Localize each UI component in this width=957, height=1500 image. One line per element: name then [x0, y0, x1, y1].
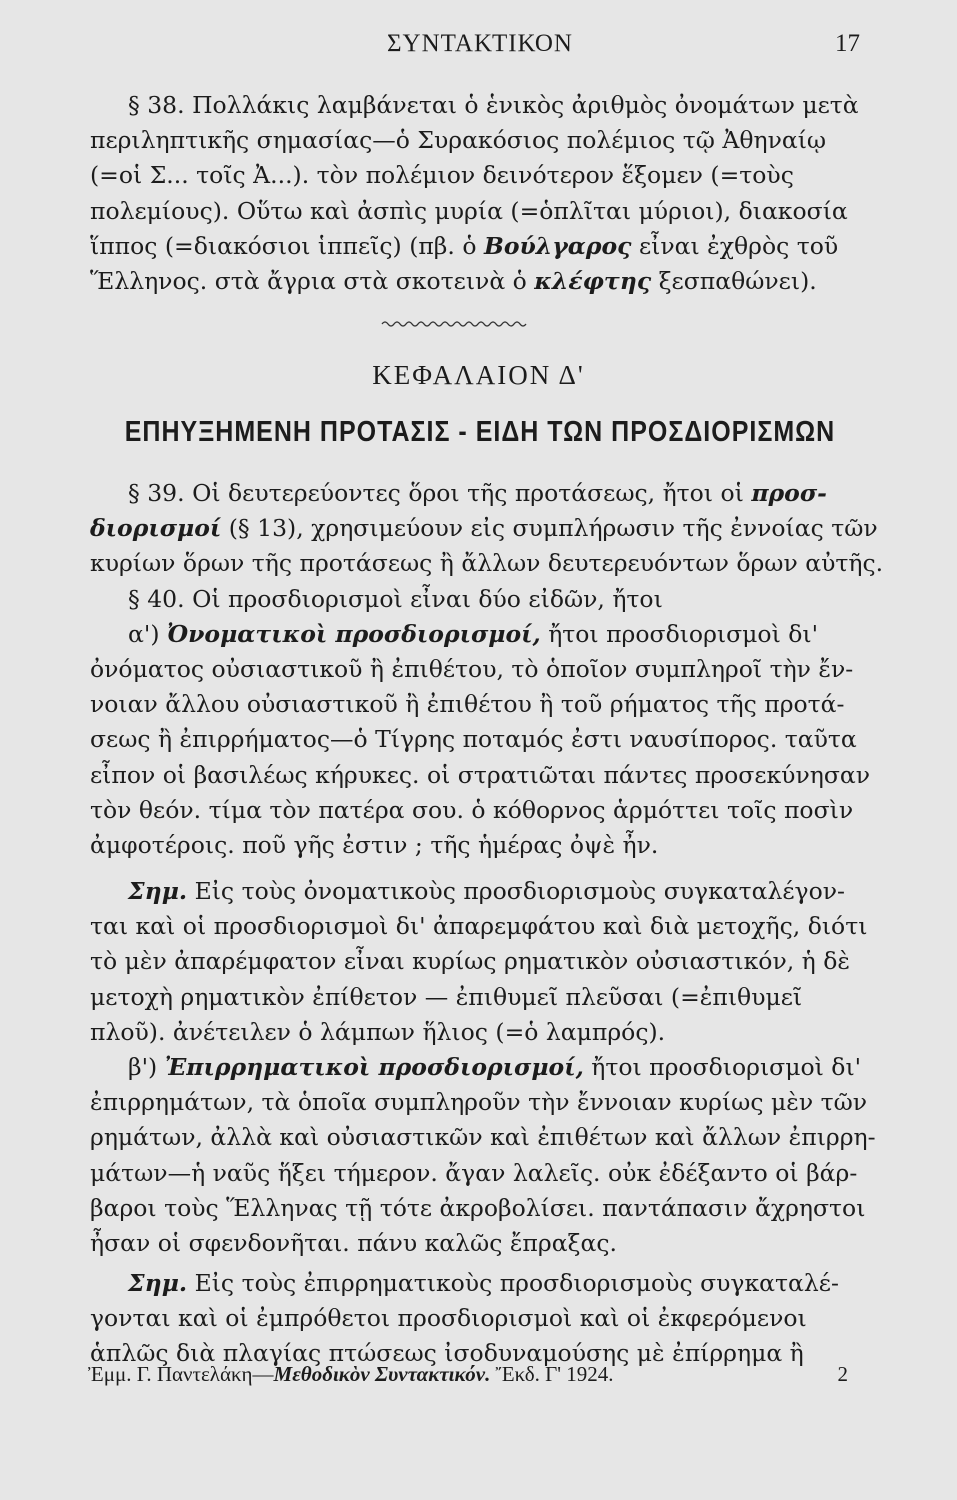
emphasis: κλέφτης — [534, 266, 652, 295]
text-line: τὸν θεόν. τίμα τὸν πατέρα σου. ὁ κόθορνος ἁρμόττει τοῖς ποσὶν — [90, 795, 854, 824]
text-line: πολεμίους). Οὕτω καὶ ἀσπὶς μυρία (=ὁπλῖται μύριοι), διακοσία — [90, 196, 848, 225]
running-title: ΣΥΝΤΑΚΤΙΚΟΝ — [387, 30, 573, 57]
sections-39-40 — [90, 476, 884, 863]
chapter-title: ΚΕΦΑΛΑΙΟΝ Δ' — [372, 360, 585, 390]
text-line: νοιαν ἄλλου οὐσιαστικοῦ ἢ ἐπιθέτου ἢ τοῦ ρήματος τῆς προτά- — [90, 690, 845, 719]
text-line: μετοχὴ ρηματικὸν ἐπίθετον — ἐπιθυμεῖ πλεῦσαι (=ἐπιθυμεῖ — [90, 982, 803, 1011]
text-line: ται καὶ οἱ προσδιορισμοὶ δι' ἀπαρεμφάτου καὶ διὰ μετοχῆς, διότι — [90, 912, 868, 941]
text-run: ἵππος (=διακόσιοι ἱππεῖς) (πβ. ὁ — [90, 231, 484, 260]
text-line — [90, 874, 870, 909]
text-line — [90, 1050, 870, 1085]
text-line: εἶπον οἱ βασιλέως κήρυκες. οἱ στρατιῶται πάντες προσεκύνησαν — [90, 760, 871, 789]
emphasis: Ἐπιρρηματικοὶ προσδιορισμοί, — [164, 1052, 584, 1081]
text-line: πλοῦ). ἀνέτειλεν ὁ λάμπων ἥλιος (=ὁ λαμπρός). — [90, 1017, 666, 1046]
text-run: β') — [128, 1052, 165, 1081]
text-line: περιληπτικῆς σημασίας—ὁ Συρακόσιος πολέμιος τῷ Ἀθηναίῳ — [90, 126, 827, 155]
section-38 — [90, 88, 870, 299]
text-run: Εἰς τοὺς ἐπιρρηματικοὺς προσδιορισμοὺς συγκαταλέ- — [187, 1269, 839, 1297]
note-2 — [90, 1266, 870, 1372]
text-run: (§ 13), χρησιμεύουν εἰς συμπλήρωσιν τῆς ἐννοίας τῶν — [221, 514, 878, 543]
page-header — [100, 30, 860, 66]
signature-mark: 2 — [837, 1362, 848, 1386]
text-run: Ἕλληνος. στὰ ἄγρια στὰ σκοτεινὰ ὁ — [90, 266, 535, 295]
emphasis: προσ- — [751, 479, 827, 507]
emphasis: διορισμοί — [90, 514, 222, 543]
text-run: ἤτοι προσδιορισμοὶ δι' — [583, 1052, 862, 1081]
text-line — [90, 1266, 870, 1301]
text-run: α') — [128, 619, 167, 648]
emphasis: Ὀνοματικοὶ προσδιορισμοί, — [166, 619, 541, 648]
text-line — [90, 617, 870, 652]
page-number: 17 — [835, 30, 860, 57]
text-line: κυρίων ὅρων τῆς προτάσεως ἢ ἄλλων δευτερευόντων ὅρων αὐτῆς. — [90, 549, 884, 578]
text-line: ρημάτων, ἀλλὰ καὶ οὐσιαστικῶν καὶ ἐπιθέτων καὶ ἄλλων ἐπιρρη- — [90, 1123, 876, 1152]
text-line: ἀμφοτέροις. ποῦ γῆς ἐστιν ; τῆς ἡμέρας ὀψὲ ἦν. — [90, 830, 659, 859]
text-line: ἦσαν οἱ σφενδονῆται. πάνυ καλῶς ἔπραξας. — [90, 1228, 618, 1257]
text-line: ἐπιρρημάτων, τὰ ὁποῖα συμπληροῦν τὴν ἔννοιαν κυρίως μὲν τῶν — [90, 1088, 868, 1117]
text-line: ἁπλῶς διὰ πλαγίας πτώσεως ἰσοδυναμούσης μὲ ἐπίρρημα ἢ — [90, 1339, 804, 1368]
wavy-divider-ornament — [380, 318, 530, 330]
text-line — [90, 476, 870, 511]
text-run: εἶναι ἐχθρὸς τοῦ — [631, 231, 839, 260]
note-and-section-b — [90, 874, 876, 1261]
text-run: ξεσπαθώνει). — [651, 266, 817, 295]
page-footer — [88, 1362, 848, 1387]
note-label: Σημ. — [128, 1269, 188, 1297]
text-line: ὀνόματος οὐσιαστικοῦ ἢ ἐπιθέτου, τὸ ὁποῖον συμπληροῖ τὴν ἔν- — [90, 654, 854, 683]
text-run: § 39. Οἱ δευτερεύοντες ὅροι τῆς προτάσεως, ἤτοι οἱ — [128, 479, 752, 507]
text-run: ἤτοι προσδιορισμοὶ δι' — [540, 619, 819, 648]
footer-author: Ἐμμ. Γ. Παντελάκη— — [88, 1362, 274, 1386]
text-line: βαροι τοὺς Ἕλληνας τῇ τότε ἀκροβολίσει. παντάπασιν ἄχρηστοι — [90, 1193, 866, 1222]
emphasis: Βούλγαρος — [483, 231, 632, 260]
footer-book-title: Μεθοδικὸν Συντακτικόν. — [273, 1362, 491, 1386]
text-line: σεως ἢ ἐπιρρήματος—ὁ Τίγρης ποταμός ἐστι ναυσίπορος. ταῦτα — [90, 725, 857, 754]
text-line: § 40. Οἱ προσδιορισμοὶ εἶναι δύο εἰδῶν, ἤτοι — [128, 584, 663, 613]
text-line: τὸ μὲν ἀπαρέμφατον εἶναι κυρίως ρηματικὸν οὐσιαστικόν, ἡ δὲ — [90, 947, 850, 976]
footer-edition: Ἔκδ. Γ' 1924. — [490, 1362, 614, 1386]
text-line: γονται καὶ οἱ ἐμπρόθετοι προσδιορισμοὶ καὶ οἱ ἐκφερόμενοι — [90, 1304, 807, 1333]
text-run: Εἰς τοὺς ὀνοματικοὺς προσδιορισμοὺς συγκαταλέγον- — [187, 877, 845, 905]
text-line — [90, 511, 878, 546]
text-line: μάτων—ἡ ναῦς ἥξει τήμερον. ἄγαν λαλεῖς. οὐκ ἐδέξαντο οἱ βάρ- — [90, 1158, 858, 1187]
text-line — [90, 264, 870, 299]
text-line: § 38. Πολλάκις λαμβάνεται ὁ ἑνικὸς ἀριθμὸς ὀνομάτων μετὰ — [128, 91, 859, 119]
text-line — [90, 229, 870, 264]
note-label: Σημ. — [128, 877, 188, 905]
text-line: (=οἱ Σ... τοῖς Ἀ...). τὸν πολέμιον δεινότερον ἕξομεν (=τοὺς — [90, 161, 794, 190]
chapter-subtitle: ΕΠΗΥΞΗΜΕΝΗ ΠΡΟΤΑΣΙΣ - ΕΙΔΗ ΤΩΝ ΠΡΟΣΔΙΟΡΙΣΜΩΝ — [124, 415, 836, 449]
